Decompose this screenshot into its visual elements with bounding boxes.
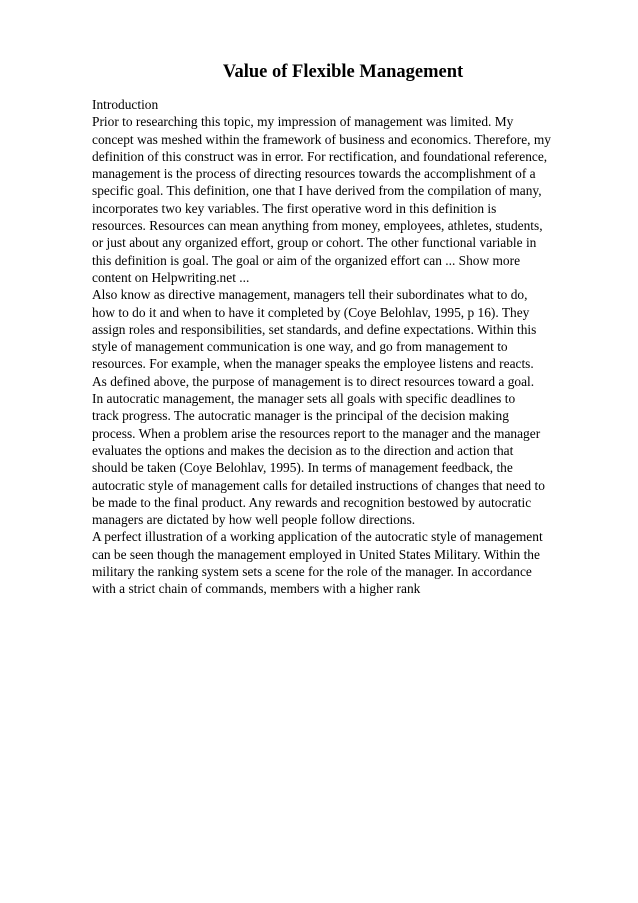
body-line: autocratic style of management calls for detailed instructions of changes that need to bbox=[92, 477, 545, 493]
document-title: Value of Flexible Management bbox=[222, 62, 464, 82]
body-line: Introduction bbox=[92, 97, 159, 112]
body-line: track progress. The autocratic manager is the principal of the decision making bbox=[92, 408, 509, 424]
body-line: can be seen though the management employed in United States Military. Within the bbox=[92, 546, 540, 562]
body-line: process. When a problem arise the resources report to the manager and the manager bbox=[92, 425, 541, 441]
body-line: specific goal. This definition, one that I have derived from the compilation of many, bbox=[92, 183, 542, 199]
body-line: incorporates two key variables. The first operative word in this definition is bbox=[92, 200, 497, 216]
body-line: In autocratic management, the manager sets all goals with specific deadlines to bbox=[92, 391, 516, 407]
body-line: concept was meshed within the framework of business and economics. Therefore, my bbox=[92, 131, 551, 147]
body-line: resources. Resources can mean anything from money, employees, athletes, students, bbox=[92, 218, 543, 234]
body-line: evaluates the options and makes the decision as to the direction and action that bbox=[92, 442, 514, 458]
body-line: definition of this construct was in error. For rectification, and foundational reference, bbox=[92, 148, 548, 164]
body-line: should be taken (Coye Belohlav, 1995). In terms of management feedback, the bbox=[92, 460, 513, 476]
body-line: or just about any organized effort, group or cohort. The other functional variable in bbox=[92, 235, 537, 251]
body-line: content on Helpwriting.net ... bbox=[92, 269, 250, 285]
body-line: how to do it and when to have it completed by (Coye Belohlav, 1995, p 16). They bbox=[92, 304, 530, 320]
body-line: Prior to researching this topic, my impression of management was limited. My bbox=[92, 114, 514, 130]
body-line: managers are dictated by how well people follow directions. bbox=[92, 512, 416, 528]
body-line: resources. For example, when the manager speaks the employee listens and reacts. bbox=[92, 356, 534, 372]
body-line: style of management communication is one way, and go from management to bbox=[92, 339, 508, 355]
body-line: A perfect illustration of a working application of the autocratic style of management bbox=[92, 529, 543, 545]
body-line: be made to the final product. Any rewards and recognition bestowed by autocratic bbox=[92, 494, 532, 510]
body-line: As defined above, the purpose of management is to direct resources toward a goal. bbox=[92, 373, 535, 389]
body-line: with a strict chain of commands, members with a higher rank bbox=[92, 581, 421, 597]
body-line: Also know as directive management, managers tell their subordinates what to do, bbox=[92, 287, 528, 303]
body-line: management is the process of directing resources towards the accomplishment of a bbox=[92, 166, 536, 182]
body-line: military the ranking system sets a scene for the role of the manager. In accordance bbox=[92, 564, 532, 580]
document-body bbox=[92, 96, 592, 598]
body-line: this definition is goal. The goal or aim of the organized effort can ... Show more bbox=[92, 252, 521, 268]
body-line: assign roles and responsibilities, set standards, and define expectations. Within this bbox=[92, 321, 537, 337]
